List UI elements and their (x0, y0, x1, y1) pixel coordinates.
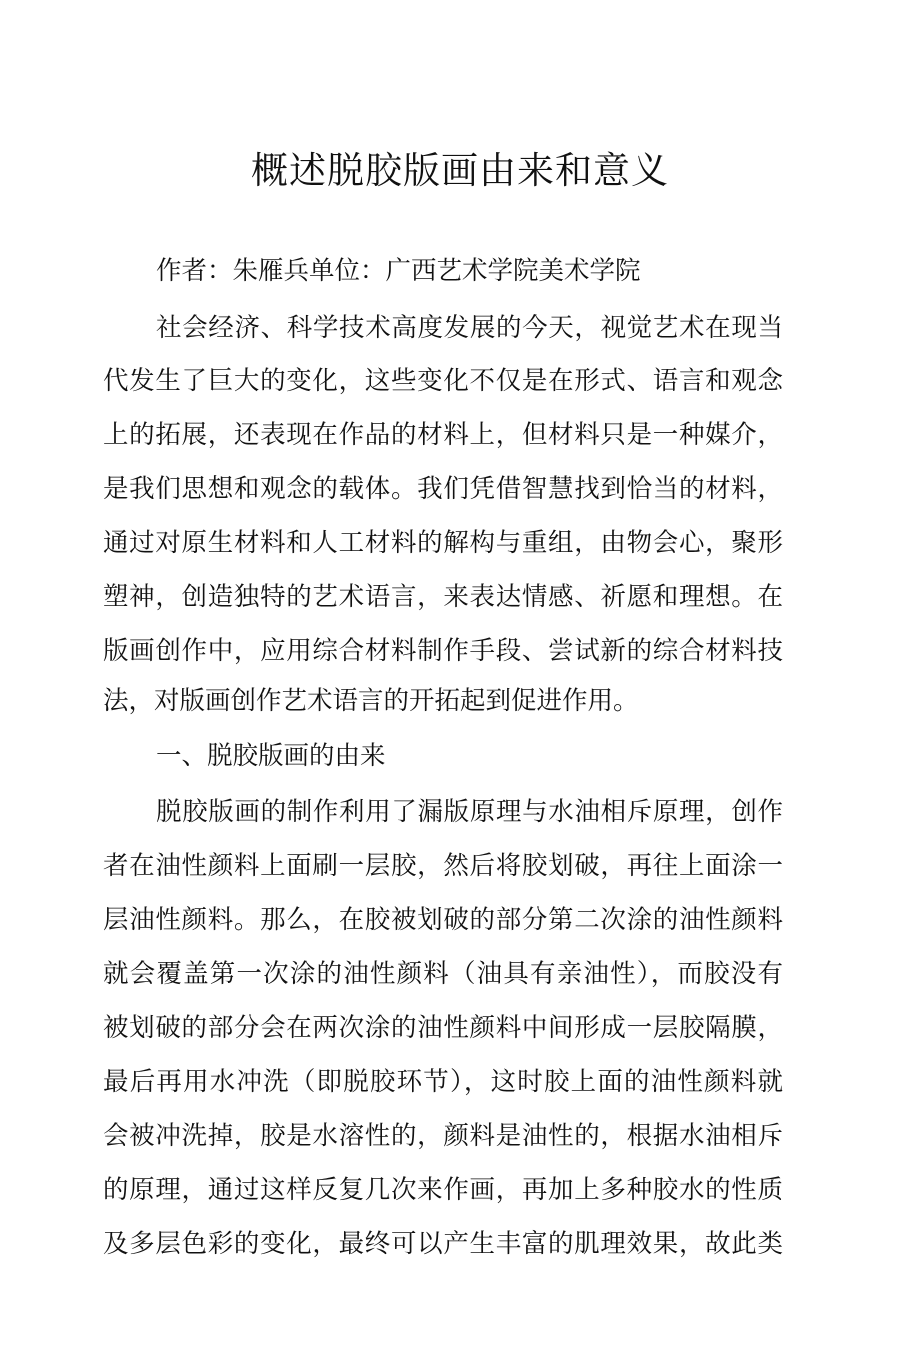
section-heading: 一、脱胶版画的由来 (156, 741, 386, 771)
document-title: 概述脱胶版画由来和意义 (251, 149, 669, 192)
paragraph-line: 通过对原生材料和人工材料的解构与重组，由物会心，聚形 (103, 528, 783, 558)
paragraph-line: 是我们思想和观念的载体。我们凭借智慧找到恰当的材料， (103, 474, 783, 504)
paragraph-line: 被划破的部分会在两次涂的油性颜料中间形成一层胶隔膜， (103, 1013, 783, 1043)
paragraph-line: 脱胶版画的制作利用了漏版原理与水油相斥原理，创作 (156, 797, 783, 827)
paragraph-line: 及多层色彩的变化，最终可以产生丰富的肌理效果，故此类 (103, 1229, 783, 1259)
paragraph-line: 的原理，通过这样反复几次来作画，再加上多种胶水的性质 (103, 1175, 783, 1205)
paragraph-line: 就会覆盖第一次涂的油性颜料（油具有亲油性），而胶没有 (103, 959, 783, 989)
paragraph-line: 最后再用水冲洗（即脱胶环节），这时胶上面的油性颜料就 (103, 1067, 783, 1097)
paragraph-line: 代发生了巨大的变化，这些变化不仅是在形式、语言和观念 (103, 366, 783, 396)
paragraph-line: 层油性颜料。那么，在胶被划破的部分第二次涂的油性颜料 (103, 905, 783, 935)
paragraph-line: 法，对版画创作艺术语言的开拓起到促进作用。 (103, 686, 639, 716)
paragraph-line: 上的拓展，还表现在作品的材料上，但材料只是一种媒介， (103, 420, 783, 450)
paragraph-line: 社会经济、科学技术高度发展的今天，视觉艺术在现当 (156, 313, 783, 343)
paragraph-line: 塑神，创造独特的艺术语言，来表达情感、祈愿和理想。在 (103, 582, 783, 612)
paragraph-line: 会被冲洗掉，胶是水溶性的，颜料是油性的，根据水油相斥 (103, 1121, 783, 1151)
author-line: 作者：朱雁兵单位：广西艺术学院美术学院 (156, 256, 641, 286)
paragraph-line: 版画创作中，应用综合材料制作手段、尝试新的综合材料技 (103, 636, 783, 666)
paragraph-line: 者在油性颜料上面刷一层胶，然后将胶划破，再往上面涂一 (103, 851, 783, 881)
